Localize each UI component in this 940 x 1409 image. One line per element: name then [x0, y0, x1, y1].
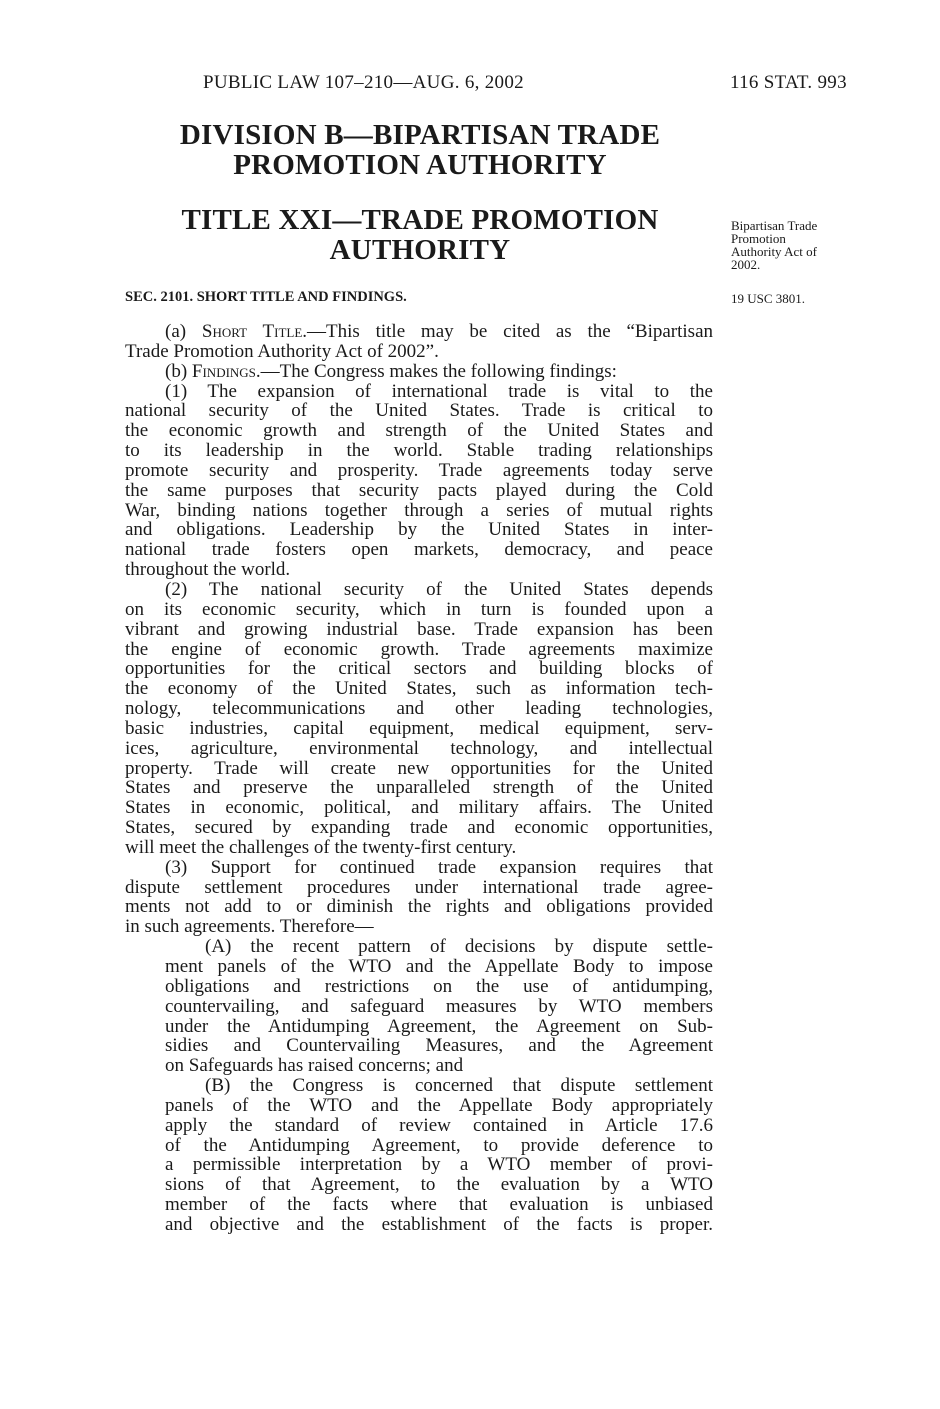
- paragraph-A: [125, 937, 713, 1076]
- text-line: in such agreements. Therefore—: [125, 916, 374, 938]
- text-line: (A) the recent pattern of decisions by dispute settle-: [205, 936, 713, 958]
- text-line: the economy of the United States, such as information tech-: [125, 678, 713, 700]
- text-line: will meet the challenges of the twenty-first century.: [125, 836, 517, 858]
- text-line: vibrant and growing industrial base. Trade expansion has been: [125, 618, 713, 640]
- text-line: the engine of economic growth. Trade agreements maximize: [125, 638, 713, 660]
- text-line: a permissible interpretation by a WTO member of provi-: [165, 1154, 713, 1176]
- text-line: War, binding nations together through a series of mutual rights: [125, 499, 713, 521]
- text-line: States, secured by expanding trade and economic opportunities,: [125, 817, 713, 839]
- text-line: national trade fosters open markets, democracy, and peace: [125, 539, 713, 561]
- text-line: promote security and prosperity. Trade agreements today serve: [125, 459, 713, 481]
- text-line: nology, telecommunications and other leading technologies,: [125, 698, 713, 720]
- text-line: under the Antidumping Agreement, the Agreement on Sub-: [165, 1015, 713, 1037]
- paragraph-3: [125, 858, 713, 937]
- division-heading-line: DIVISION B—BIPARTISAN TRADE: [179, 119, 661, 151]
- text-line: sidies and Countervailing Measures, and the Agreement: [165, 1035, 713, 1057]
- margin-note-line: 2002.: [731, 257, 761, 272]
- margin-note-line: Bipartisan Trade: [731, 218, 818, 233]
- paragraph-lead-text: .—This title may be cited as the “Bipartisan: [302, 321, 714, 342]
- text-line: basic industries, capital equipment, medical equipment, serv-: [125, 717, 713, 739]
- text-line: of the Antidumping Agreement, to provide deference to: [165, 1134, 713, 1156]
- text-line: dispute settlement procedures under international trade agree-: [125, 876, 713, 898]
- section-heading: SEC. 2101. SHORT TITLE AND FINDINGS.: [125, 289, 407, 305]
- text-line: States in economic, political, and military affairs. The United: [125, 797, 713, 819]
- paragraph-2: [125, 580, 713, 858]
- running-header-title: PUBLIC LAW 107–210—AUG. 6, 2002: [203, 72, 524, 93]
- text-line: on Safeguards has raised concerns; and: [165, 1055, 464, 1077]
- text-line: and objective and the establishment of the facts is proper.: [165, 1213, 713, 1235]
- running-header-page: 116 STAT. 993: [730, 72, 847, 93]
- text-line: ments not add to or diminish the rights and obligations provided: [125, 896, 713, 918]
- paragraph-lead-text: (b): [165, 360, 192, 382]
- margin-note-line: Promotion: [731, 231, 786, 246]
- text-line: ices, agriculture, environmental technology, and intellectual: [125, 737, 713, 759]
- paragraph-lead-text: (a): [165, 321, 202, 342]
- margin-note-citation: 19 USC 3801.: [731, 291, 806, 306]
- text-line: countervailing, and safeguard measures by WTO members: [165, 995, 713, 1017]
- text-line: apply the standard of review contained in Article 17.6: [165, 1114, 713, 1136]
- text-line: sions of that Agreement, to the evaluation by a WTO: [165, 1174, 713, 1196]
- text-line: panels of the WTO and the Appellate Body appropriately: [165, 1094, 713, 1116]
- text-line: national security of the United States. Trade is critical to: [125, 400, 713, 422]
- text-line: throughout the world.: [125, 559, 291, 581]
- text-line: ment panels of the WTO and the Appellate Body to impose: [165, 956, 713, 977]
- margin-note-line: Authority Act of: [731, 244, 817, 259]
- text-line: opportunities for the critical sectors and building blocks of: [125, 658, 713, 680]
- paragraph-B: [125, 1076, 713, 1235]
- paragraph-b: [125, 362, 713, 382]
- text-line: the same purposes that security pacts played during the Cold: [125, 479, 713, 501]
- paragraph-heading: Short Title: [201, 321, 303, 342]
- text-line: obligations and restrictions on the use of antidumping,: [165, 975, 713, 997]
- text-line: States and preserve the unparalleled strength of the United: [125, 777, 713, 799]
- paragraph-heading: Findings: [191, 360, 256, 382]
- margin-note-short-title: [731, 219, 817, 271]
- text-line: and obligations. Leadership by the United States in inter-: [125, 519, 713, 541]
- paragraph-1: [125, 382, 713, 580]
- text-line: to its leadership in the world. Stable trading relationships: [125, 440, 713, 462]
- title-heading-line: AUTHORITY: [329, 234, 511, 266]
- text-line: on its economic security, which in turn is founded upon a: [125, 598, 713, 620]
- paragraph-a: [125, 322, 713, 362]
- title-heading-line: TITLE XXI—TRADE PROMOTION: [181, 204, 659, 236]
- text-line: [165, 322, 713, 342]
- text-line: property. Trade will create new opportunities for the United: [125, 757, 713, 779]
- text-line: the economic growth and strength of the United States and: [125, 420, 713, 442]
- text-line: Trade Promotion Authority Act of 2002”.: [125, 340, 439, 362]
- text-line: member of the facts where that evaluation is unbiased: [165, 1194, 713, 1216]
- text-line: (B) the Congress is concerned that dispute settlement: [205, 1075, 713, 1097]
- division-heading-line: PROMOTION AUTHORITY: [233, 149, 607, 181]
- division-heading: [125, 120, 715, 180]
- text-line: (3) Support for continued trade expansion requires that: [165, 856, 713, 878]
- text-line: (2) The national security of the United States depends: [165, 578, 713, 600]
- title-heading: [125, 205, 715, 265]
- text-line: [165, 362, 713, 382]
- paragraph-lead-text: .—The Congress makes the following findings:: [255, 360, 617, 382]
- body-text: [125, 322, 713, 1235]
- text-line: (1) The expansion of international trade is vital to the: [165, 380, 713, 402]
